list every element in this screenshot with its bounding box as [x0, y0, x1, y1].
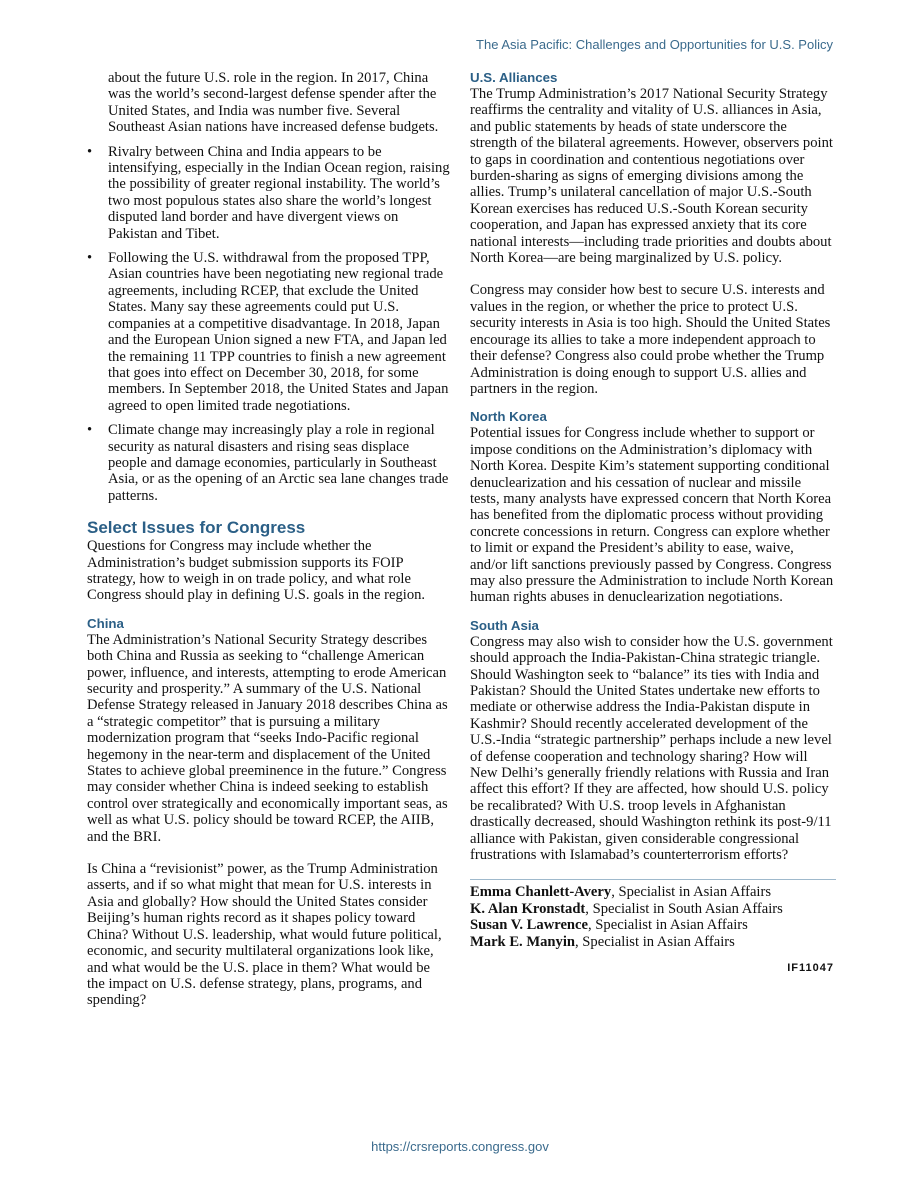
bullet-icon: • [87, 250, 93, 267]
author-divider [470, 879, 836, 880]
bullet-icon: • [87, 422, 93, 439]
running-header: The Asia Pacific: Challenges and Opportunities for U.S. Policy [476, 37, 833, 52]
china-paragraph-1: The Administration’s National Security Strategy describes both China and Russia as seeking to “challenge American power, influence, and interests, attempting to erode American security and prosperity.” A summary of the U.S. National Defense Strategy released in January 2018 describes China as a “strategic competitor” that is pursuing a military modernization program that “seeks Indo-Pacific regional hegemony in the near-term and displacement of the United States to achieve global preeminence in the future.” Congress may consider whether China is indeed seeking to establish control over strategically and economically important seas, as well as what U.S. policy should be toward RCEP, the AIIB, and the BRI. [87, 631, 448, 845]
right-column [470, 70, 834, 977]
china-paragraph-2: Is China a “revisionist” power, as the Trump Administration asserts, and if so what might that mean for U.S. interests in Asia and globally? How should the United States consider Beijing’s human rights record as it shapes policy toward China? Without U.S. leadership, what would future political, economic, and security multilateral organizations look like, and what would be the U.S. place in them? What would be the impact on U.S. defense strategy, plans, programs, and spending? [87, 861, 442, 1009]
alliances-paragraph-1: The Trump Administration’s 2017 National Security Strategy reaffirms the centrality and vitality of U.S. alliances in Asia, and public statements by heads of state underscore the strength of the bilateral agreements. However, observers point to gaps in coordination and contentious negotiations over burden-sharing as signs of emerging divisions among the allies. Trump’s unilateral cancellation of major U.S.-South Korean exercises has reduced U.S.-South Korean security cooperation, and Japan has expressed anxiety that its core national interests—including trade priorities and doubts about North Korea—are being marginalized by U.S. policy. [470, 86, 833, 267]
author-line [470, 934, 834, 950]
author-name: K. Alan Kronstadt [470, 900, 586, 917]
north-korea-heading: North Korea [470, 409, 547, 425]
alliances-paragraph-2: Congress may consider how best to secure U.S. interests and values in the region, or whether the price to protect U.S. security interests in Asia is too high. Should the United States encourage its allies to take a more independent approach to their defense? Congress also could probe whether the Trump Administration is doing enough to support U.S. allies and partners in the region. [470, 282, 831, 397]
bullet-item [87, 144, 450, 242]
author-line [470, 917, 834, 933]
bullet-item [87, 250, 450, 414]
bullet-text: Climate change may increasingly play a role in regional security as natural disasters and rising seas displace people and damage economies, particularly in Southeast Asia, or as the opening of an Arctic sea lane changes trade patterns. [108, 422, 449, 504]
bullet-list [87, 144, 450, 505]
author-list [470, 884, 834, 950]
alliances-heading: U.S. Alliances [470, 70, 558, 85]
author-role: , Specialist in Asian Affairs [575, 933, 735, 950]
document-id: IF11047 [787, 962, 834, 975]
author-line [470, 884, 834, 900]
north-korea-paragraph: Potential issues for Congress include whether to support or impose conditions on the Administration’s diplomacy with North Korea. Despite Kim’s statement supporting conditional denuclearization and his cessation of nuclear and missile tests, many analysts have expressed concern that North Korea has benefited from the diplomatic process without providing concrete concessions in return. Congress can explore whether to limit or expand the President’s ability to ease, waive, and/or lift sanctions previously passed by Congress. Congress may also pressure the Administration to include North Korean human rights abuses in denuclearization negotiations. [470, 425, 834, 606]
author-name: Mark E. Manyin [470, 933, 575, 950]
author-role: , Specialist in Asian Affairs [611, 884, 772, 901]
bullet-text: Following the U.S. withdrawal from the proposed TPP, Asian countries have been negotiating new regional trade agreements, including RCEP, that exclude the United States. Many say these agreements could put U.S. companies at a competitive disadvantage. In 2018, Japan and the European Union signed a new FTA, and Japan led the remaining 11 TPP countries to finish a new agreement that goes into effect on December 30, 2018, for some members. In September 2018, the United States and Japan agreed to open limited trade negotiations. [108, 250, 449, 414]
author-name: Emma Chanlett-Avery [470, 884, 612, 901]
china-heading: China [87, 615, 124, 631]
continued-paragraph: about the future U.S. role in the region. In 2017, China was the world’s second-largest defense spender after the United States, and India was number five. Several Southeast Asian nations have increased defense budgets. [108, 70, 439, 136]
bullet-text: Rivalry between China and India appears to be intensifying, especially in the Indian Ocean region, raising the possibility of greater regional instability. The world’s two most populous states also share the world’s longest disputed land border and have divergent views on Pakistan and Tibet. [108, 143, 450, 242]
author-line [470, 901, 834, 917]
author-name: Susan V. Lawrence [470, 917, 588, 934]
footer-url[interactable]: https://crsreports.congress.gov [371, 1139, 549, 1154]
south-asia-heading: South Asia [470, 617, 539, 633]
author-role: , Specialist in South Asian Affairs [585, 900, 783, 917]
bullet-item [87, 422, 450, 504]
left-column [87, 70, 450, 1009]
bullet-icon: • [87, 143, 93, 160]
author-role: , Specialist in Asian Affairs [588, 917, 748, 934]
south-asia-paragraph: Congress may also wish to consider how the U.S. government should approach the India-Pakistan-China strategic triangle. Should Washington seek to “balance” its ties with India and Pakistan? Should the United States undertake new efforts to mediate or otherwise address the India-Pakistan dispute in Kashmir? Should recently accelerated development of the U.S.-India “strategic partnership” perhaps include a new level of defense cooperation and technology sharing? How will New Delhi’s generally friendly relations with Russia and Iran affect this effort? If they are affected, how should U.S. policy be recalibrated? With U.S. troop levels in Afghanistan drastically decreased, should Washington rethink its post-9/11 alliance with Pakistan, given considerable congressional frustrations with Islamabad’s counterterrorism efforts? [470, 633, 833, 864]
select-issues-heading: Select Issues for Congress [87, 518, 306, 538]
select-issues-paragraph: Questions for Congress may include whether the Administration’s budget submission supports its FOIP strategy, how to weigh in on trade policy, and what role Congress should play in defining U.S. goals in the region. [87, 538, 426, 604]
